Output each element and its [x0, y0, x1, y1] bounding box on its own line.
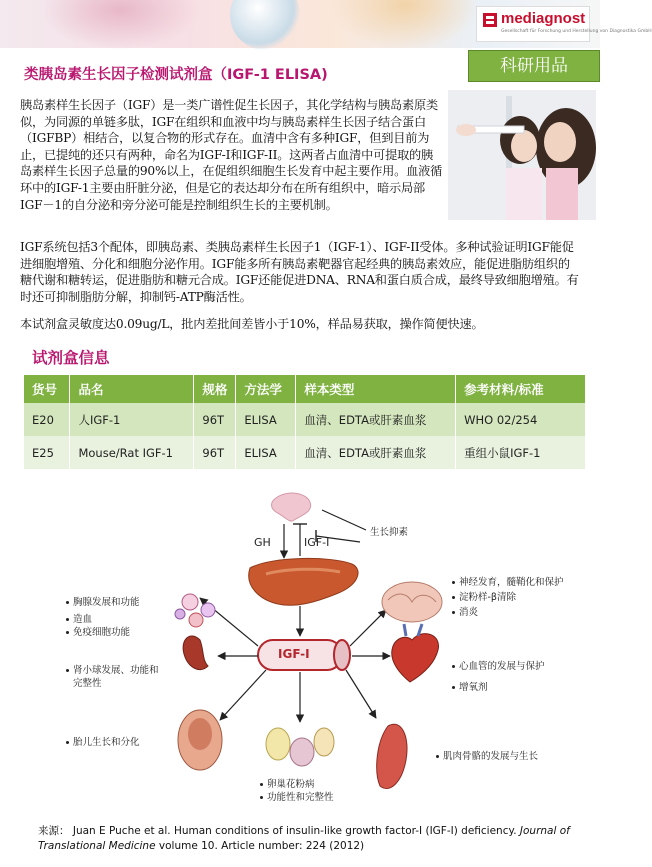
table-header-row [24, 375, 586, 403]
mediagnost-logo [476, 6, 652, 42]
kit-performance-paragraph: 本试剂盒灵敏度达0.09ug/L，批内差批间差皆小于10%，样品易获取，操作简便快速。 [20, 317, 484, 331]
child-measurement-photo [448, 90, 596, 220]
kidney-icon [183, 636, 208, 670]
muscle-icon [377, 724, 407, 788]
pituitary-icon [272, 493, 311, 521]
col-header-size: 规格 [194, 375, 236, 403]
kit-info-heading: 试剂盒信息 [32, 349, 110, 367]
table-cell: 人IGF-1 [70, 403, 194, 436]
effect-label: 增氧剂 [459, 682, 488, 693]
col-header-reference: 参考材料/标准 [456, 375, 586, 403]
ovary-icon [266, 728, 334, 766]
label-group-thymus [66, 596, 140, 639]
gh-label: GH [254, 536, 271, 549]
table-row [24, 436, 586, 469]
igf-center-label: IGF-I [278, 647, 310, 661]
table-cell: ELISA [236, 403, 296, 436]
brain-icon [382, 582, 442, 622]
table-cell: 96T [194, 436, 236, 469]
table-row [24, 403, 586, 436]
source-citation [38, 824, 594, 854]
table-cell: WHO 02/254 [456, 403, 586, 436]
effect-label: 卵巢花粉病 [267, 779, 315, 790]
effect-label: 神经发育，髓鞘化和保护 [459, 577, 564, 588]
col-header-catalog: 货号 [24, 375, 70, 403]
effect-label: 完整性 [73, 678, 102, 689]
effect-label: 肾小球发展、功能和 [73, 665, 159, 676]
blood-cells-icon [175, 594, 215, 627]
effect-label: 功能性和完整性 [267, 792, 334, 803]
table-cell: E25 [24, 436, 70, 469]
igf-feedback-label: IGF-I [304, 536, 330, 549]
brand-name: mediagnost [501, 10, 586, 27]
table-cell: 重组小鼠IGF-1 [456, 436, 586, 469]
label-group-fetus [66, 736, 140, 749]
label-group-brain [452, 576, 564, 619]
logo-mark-icon [483, 13, 497, 27]
label-group-ovary [260, 778, 334, 804]
col-header-sample: 样本类型 [296, 375, 456, 403]
col-header-product: 品名 [70, 375, 194, 403]
effect-label: 消炎 [459, 607, 479, 618]
research-use-tag: 科研用品 [468, 50, 600, 82]
fetus-icon [178, 710, 222, 770]
source-text: Juan E Puche et al. Human conditions of insulin-like growth factor-I (IGF-I) deficiency. [72, 825, 517, 837]
effect-label: 淀粉样-β清除 [459, 592, 516, 603]
liver-icon [249, 558, 358, 605]
table-cell: 96T [194, 403, 236, 436]
label-group-heart [452, 660, 545, 694]
page-title: 类胰岛素生长因子检测试剂盒（IGF-1 ELISA) [24, 67, 328, 83]
table-cell: 血清、EDTA或肝素血浆 [296, 403, 456, 436]
heart-icon [392, 624, 439, 682]
source-journal: Journal of Translational Medicine [38, 825, 570, 852]
kit-table [24, 375, 586, 469]
igf-effects-diagram [40, 490, 564, 815]
source-tail: volume 10. Article number: 224 (2012) [158, 840, 365, 852]
label-group-kidney [66, 664, 159, 690]
igf-system-paragraph: IGF系统包括3个配体，即胰岛素、类胰岛素样生长因子1（IGF-1）、IGF-II受体。多种试验证明IGF能促进细胞增殖、分化和细胞分泌作用。IGF能多所有胰岛素靶器官起经典的胰岛素效应，能促进脂肪组织的糖代谢和糖转运，促进脂肪和糖元合成。IGF还能促进DNA、RNA和蛋白质合成，最终导致细胞增殖。有时还可抑制脂肪分解，抑制钙-ATP酶活性。 [20, 240, 579, 304]
table-cell: 血清、EDTA或肝素血浆 [296, 436, 456, 469]
label-group-muscle [436, 750, 538, 763]
effect-label: 肌肉骨骼的发展与生长 [443, 751, 539, 762]
effect-label: 免疫细胞功能 [73, 627, 131, 638]
effect-label: 胎儿生长和分化 [73, 737, 140, 748]
effect-label: 胸腺发展和功能 [73, 597, 140, 608]
table-cell: ELISA [236, 436, 296, 469]
table-cell: Mouse/Rat IGF-1 [70, 436, 194, 469]
header-banner [0, 0, 652, 48]
intro-paragraph: 胰岛素样生长因子（IGF）是一类广谱性促生长因子，其化学结构与胰岛素原类似，为同源的单链多肽，IGF在组织和血液中均与胰岛素样生长因子结合蛋白（IGFBP）相结合，以复合物的形式存在。血清中含有多种IGF，但到目前为止，已提纯的还只有两种，命名为IGF-I和IGF-II。这两者占血清中可提取的胰岛素样生长因子总量的90%以上，在促组织细胞生长发育中起主要作用。血液循环中的IGF-1主要由肝脏分泌，但是它的表达却分布在所有组织中，暗示局部IGF－1的自分泌和旁分泌可能是控制组织生长的主要机制。 [20, 98, 443, 212]
effect-label: 心血管的发展与保护 [459, 661, 545, 672]
col-header-method: 方法学 [236, 375, 296, 403]
table-cell: E20 [24, 403, 70, 436]
brand-subtitle: Gesellschaft für Forschung und Herstellung von Diagnostika GmbH [501, 29, 652, 34]
effect-label: 造血 [73, 614, 93, 625]
somatostatin-label: 生长抑素 [370, 527, 409, 538]
source-prefix: 来源： [38, 825, 70, 837]
